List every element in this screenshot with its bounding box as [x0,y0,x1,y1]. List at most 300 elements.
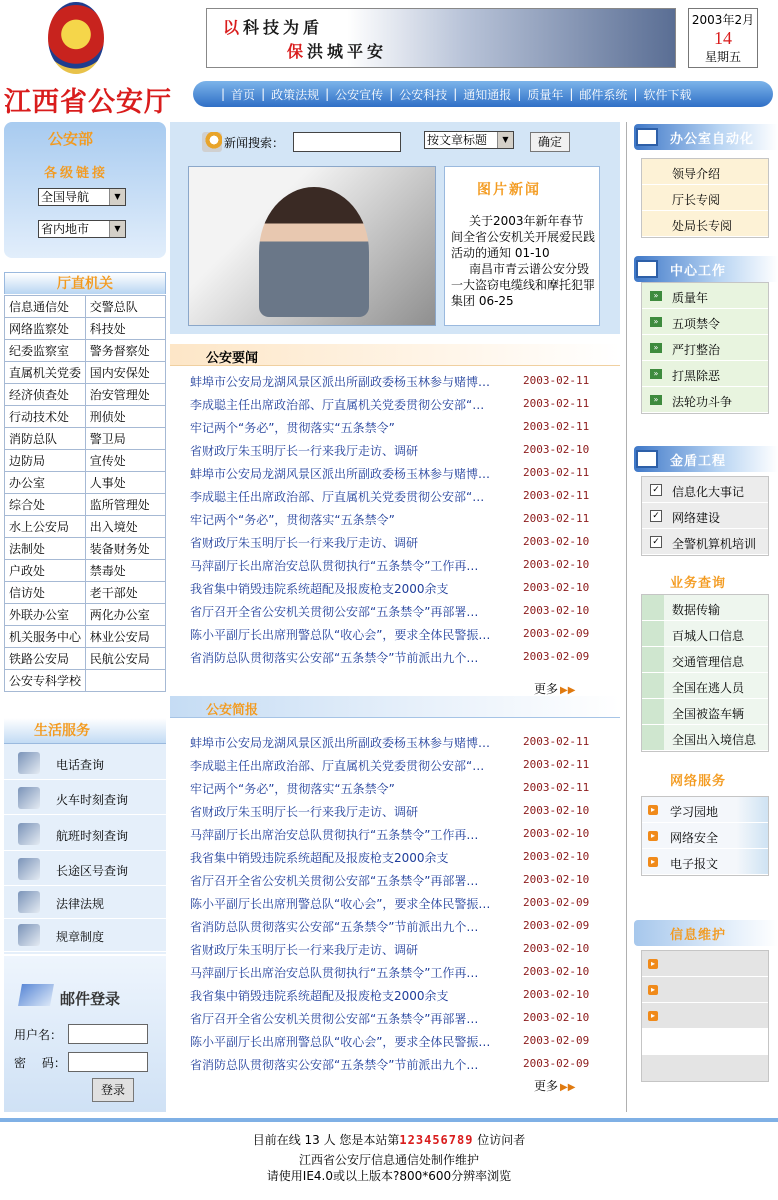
business-item-population[interactable] [642,621,768,647]
arrow-icon: ▸ [648,831,658,841]
more-label: 更多 [534,1079,559,1093]
life-item-train[interactable] [4,781,166,815]
arrow-icon: » [650,369,662,379]
news-title-link[interactable]: 我省集中销毁违院系统超配及报废枪支2000余支 [190,851,449,865]
center-item-flg[interactable] [642,387,768,413]
news-row [190,914,600,937]
department-link[interactable]: 机关服务中心 [5,626,86,648]
news-row [190,730,600,753]
date-box [688,8,758,68]
news-row [190,438,600,461]
department-link[interactable]: 林业公安局 [85,626,165,648]
police-news-title: 公安要闻 [206,351,259,366]
department-link[interactable]: 水上公安局 [5,516,86,538]
business-item-label: 数据传输 [672,603,721,617]
nav-download[interactable]: 软件下载 [643,87,692,102]
department-row [5,362,166,384]
business-item-label: 交通管理信息 [672,655,745,669]
news-date: 2003-02-11 [523,758,590,771]
life-item-label: 法律法规 [56,897,105,911]
department-row [5,604,166,626]
golden-item-label: 信息化大事记 [672,485,745,499]
site-title: 江西省公安厅 [4,87,172,117]
national-nav-value: 全国导航 [41,190,90,204]
life-service-panel [4,718,166,954]
news-date: 2003-02-10 [523,443,590,456]
life-item-flight[interactable] [4,817,166,851]
department-link[interactable]: 公安专科学校 [5,670,86,692]
department-link[interactable]: 治安管理处 [85,384,165,406]
news-row [190,507,600,530]
search-confirm-button[interactable]: 确定 [530,132,570,152]
office-automation-header [634,124,778,150]
photo-news-item[interactable]: 关于2003年新年春节间全省公安机关开展爱民践活动的通知 01-10 [451,214,596,260]
news-title-link[interactable]: 省厅召开全省公安机关贯彻公安部“五条禁令”再部署… [190,874,479,888]
photo-person [259,187,369,317]
police-brief-list [190,730,600,1075]
train-icon [18,787,40,809]
office-automation-box [641,158,769,238]
office-item-leaders[interactable] [642,159,768,185]
news-row [190,960,600,983]
office-item-label: 领导介绍 [672,167,721,181]
department-link[interactable]: 信访处 [5,582,86,604]
ministry-title[interactable]: 公安部 [48,130,94,148]
life-service-title: 生活服务 [4,718,166,744]
department-link[interactable]: 警卫局 [85,428,165,450]
news-date: 2003-02-10 [523,873,590,886]
news-row [190,1052,600,1075]
login-button[interactable]: 登录 [92,1078,134,1102]
nav-quality[interactable]: 质量年 [527,87,564,102]
news-row [190,776,600,799]
department-link[interactable]: 直属机关党委 [5,362,86,384]
news-date: 2003-02-10 [523,942,590,955]
center-work-header [634,256,778,282]
date-day: 14 [714,28,732,48]
life-item-label: 规章制度 [56,930,105,944]
network-item-security[interactable] [642,823,768,849]
news-title-link[interactable]: 李成聪主任出席政治部、厅直属机关党委贯彻公安部“… [190,398,485,412]
departments-table [4,295,166,692]
username-label: 用户名： [14,1028,63,1042]
department-link[interactable]: 宣传处 [85,450,165,472]
department-link[interactable]: 网络监察处 [5,318,86,340]
news-date: 2003-02-09 [523,896,590,909]
news-date: 2003-02-11 [523,466,590,479]
column-divider [626,122,627,1112]
links-title: 各级链接 [44,166,109,181]
banner-text-c: 保 [287,42,308,61]
arrow-icon: » [650,291,662,301]
office-automation-title: 办公室自动化 [670,132,755,147]
business-query-box [641,594,769,752]
news-date: 2003-02-10 [523,827,590,840]
news-title-link[interactable]: 省消防总队贯彻落实公安部“五条禁令”节前派出九个… [190,651,479,665]
news-title-link[interactable]: 牢记两个“务必”，贯彻落实“五条禁令” [190,513,395,527]
plane-icon [18,823,40,845]
center-item-label: 打黑除恶 [672,369,721,383]
center-work-box [641,282,769,414]
department-row [5,648,166,670]
window-icon [636,128,658,146]
center-item-label: 法轮功斗争 [672,395,733,409]
news-title-link[interactable]: 省消防总队贯彻落实公安部“五条禁令”节前派出九个… [190,920,479,934]
footer [0,1132,778,1184]
news-row [190,983,600,1006]
department-row [5,538,166,560]
network-item-label: 学习园地 [670,805,719,819]
network-item-label: 网络安全 [670,831,719,845]
news-title-link[interactable]: 李成聪主任出席政治部、厅直属机关党委贯彻公安部“… [190,759,485,773]
business-item-immigration[interactable] [642,725,768,751]
info-maintenance-box [641,950,769,1082]
center-item-bans[interactable] [642,309,768,335]
username-input[interactable] [68,1024,148,1044]
news-row [190,484,600,507]
department-row [5,494,166,516]
info-maintenance-title: 信息维护 [670,928,727,943]
business-query-header [634,568,778,594]
network-service-box [641,796,769,876]
news-title-link[interactable]: 陈小平副厅长出席刑警总队“收心会”，要求全体民警振… [190,1035,491,1049]
golden-item-training[interactable] [642,529,768,555]
golden-shield-title: 金盾工程 [670,454,727,469]
news-row [190,937,600,960]
info-item[interactable] [642,1003,768,1029]
news-row [190,753,600,776]
center-item-quality[interactable] [642,283,768,309]
news-title-link[interactable]: 省厅召开全省公安机关贯彻公安部“五条禁令”再部署… [190,605,479,619]
more-label: 更多 [534,682,559,696]
golden-item-label: 网络建设 [672,511,721,525]
life-item-label: 长途区号查询 [56,864,129,878]
news2-more-link[interactable] [534,1077,575,1094]
news1-more-link[interactable] [534,680,575,697]
news-title-link[interactable]: 省消防总队贯彻落实公安部“五条禁令”节前派出九个… [190,1058,479,1072]
news-title-link[interactable]: 我省集中销毁违院系统超配及报废枪支2000余支 [190,989,449,1003]
department-row [5,516,166,538]
police-brief-header [170,696,620,718]
department-link[interactable]: 铁路公安局 [5,648,86,670]
mail-icon [18,984,54,1006]
search-type-select[interactable] [424,131,514,149]
news-title-link[interactable]: 牢记两个“务必”，贯彻落实“五条禁令” [190,782,395,796]
department-link[interactable]: 禁毒处 [85,560,165,582]
news-title-link[interactable]: 省厅召开全省公安机关贯彻公安部“五条禁令”再部署… [190,1012,479,1026]
center-item-gangs[interactable] [642,361,768,387]
center-item-label: 严打整治 [672,343,721,357]
phone-icon [18,752,40,774]
department-link[interactable]: 边防局 [5,450,86,472]
photo-news-item[interactable]: 南昌市青云谱公安分毁一大盗窃电缆线和摩托犯罪集团 06-25 [451,262,596,308]
news-title-link[interactable]: 牢记两个“务必”，贯彻落实“五条禁令” [190,421,395,435]
dropdown-arrow-icon: ▼ [109,189,125,205]
business-item-data[interactable] [642,595,768,621]
news-row [190,891,600,914]
police-brief-title: 公安简报 [206,703,259,718]
arrow-icon: » [650,343,662,353]
news-title-link[interactable]: 陈小平副厅长出席刑警总队“收心会”，要求全体民警振… [190,628,491,642]
department-link[interactable]: 户政处 [5,560,86,582]
golden-shield-box [641,476,769,556]
department-link[interactable]: 法制处 [5,538,86,560]
news-row [190,1006,600,1029]
department-link[interactable]: 民航公安局 [85,648,165,670]
golden-item-network[interactable] [642,503,768,529]
police-news-header [170,344,620,366]
department-link[interactable]: 综合处 [5,494,86,516]
news-title-link[interactable]: 陈小平副厅长出席刑警总队“收心会”，要求全体民警振… [190,897,491,911]
news-date: 2003-02-09 [523,1057,590,1070]
department-link[interactable]: 监所管理处 [85,494,165,516]
department-link[interactable]: 信息通信处 [5,296,86,318]
center-work-title: 中心工作 [670,264,727,279]
network-item-label: 电子报文 [670,857,719,871]
department-row [5,384,166,406]
life-item-rules[interactable] [4,918,166,952]
life-item-label: 电话查询 [56,758,105,772]
news-title-link[interactable]: 马萍副厅长出席治安总队贯彻执行“五条禁令”工作再… [190,966,479,980]
news-date: 2003-02-09 [523,919,590,932]
news-date: 2003-02-11 [523,512,590,525]
news-title-link[interactable]: 蚌埠市公安局龙湖风景区派出所副政委杨玉林参与赌博… [190,375,491,389]
police-news-list [190,369,600,668]
department-row [5,406,166,428]
news-title-link[interactable]: 马萍副厅长出席治安总队贯彻执行“五条禁令”工作再… [190,559,479,573]
nav-policy[interactable]: 政策法规 [271,87,320,102]
footer-browser-note: 请使用IE4.0或以上版本?800*600分辨率浏览 [266,1169,512,1183]
double-arrow-icon: ▶▶ [560,1082,576,1093]
news-date: 2003-02-10 [523,804,590,817]
network-item-study[interactable] [642,797,768,823]
department-row [5,428,166,450]
main-nav: | 首页 | 政策法规 | 公安宣传 | 公安科技 | 通知通报 | 质量年 | 邮件系统 | 软件下载 [193,81,773,107]
banner-text-a: 以 [223,18,244,37]
checkbox-icon: ✓ [650,484,662,496]
news-title-link[interactable]: 省财政厅朱玉明厅长一行来我厅走访、调研 [190,805,419,819]
department-link[interactable]: 刑侦处 [85,406,165,428]
book-icon [18,891,40,913]
footer-maintainer: 江西省公安厅信息通信处制作维护 [298,1153,479,1167]
news-row [190,822,600,845]
nav-home[interactable]: 首页 [231,87,256,102]
news-row [190,1029,600,1052]
office-item-label: 处局长专阅 [672,219,733,233]
news-title-link[interactable]: 蚌埠市公安局龙湖风景区派出所副政委杨玉林参与赌博… [190,467,491,481]
news-date: 2003-02-10 [523,988,590,1001]
news-date: 2003-02-10 [523,850,590,863]
department-link[interactable]: 装备财务处 [85,538,165,560]
center-top-panel [170,122,620,334]
office-item-director[interactable] [642,185,768,211]
department-link [85,670,165,692]
news-row [190,622,600,645]
news-date: 2003-02-10 [523,1011,590,1024]
business-item-label: 全国出入境信息 [672,733,757,747]
news-title-link[interactable]: 李成聪主任出席政治部、厅直属机关党委贯彻公安部“… [190,490,485,504]
department-row [5,582,166,604]
info-maintenance-header [634,920,778,946]
news-date: 2003-02-11 [523,420,590,433]
department-link[interactable]: 老干部处 [85,582,165,604]
visitor-counter: 123456789 [399,1133,474,1147]
arrow-icon: ▸ [648,857,658,867]
department-row [5,626,166,648]
department-link[interactable]: 经济侦查处 [5,384,86,406]
department-link[interactable]: 行动技术处 [5,406,86,428]
news-date: 2003-02-11 [523,397,590,410]
department-link[interactable]: 国内安保处 [85,362,165,384]
document-icon [18,924,40,946]
news-title-link[interactable]: 蚌埠市公安局龙湖风景区派出所副政委杨玉林参与赌博… [190,736,491,750]
news-date: 2003-02-09 [523,627,590,640]
window-icon [636,450,658,468]
department-row [5,340,166,362]
department-link[interactable]: 纪委监察室 [5,340,86,362]
golden-shield-header [634,446,778,472]
news-photo[interactable] [188,166,436,326]
department-row [5,296,166,318]
news-date: 2003-02-09 [523,1034,590,1047]
business-item-fugitives[interactable] [642,673,768,699]
online-count-text: 目前在线 13 人 您是本站第 [252,1133,400,1147]
nav-mail[interactable]: 邮件系统 [579,87,628,102]
photo-news-title: 图片新闻 [477,182,541,198]
window-icon [636,260,658,278]
news-title-link[interactable]: 我省集中销毁违院系统超配及报废枪支2000余支 [190,582,449,596]
news-date: 2003-02-11 [523,489,590,502]
network-item-telegram[interactable] [642,849,768,875]
network-service-header [634,766,778,792]
department-link[interactable]: 人事处 [85,472,165,494]
date-weekday: 星期五 [704,50,741,64]
business-item-label: 全国被盗车辆 [672,707,745,721]
footer-divider [0,1118,778,1122]
news-date: 2003-02-11 [523,374,590,387]
banner-text-b: 科技为盾 [243,18,324,37]
department-link[interactable]: 两化办公室 [85,604,165,626]
department-link[interactable]: 交警总队 [85,296,165,318]
department-row [5,450,166,472]
nav-publicity[interactable]: 公安宣传 [335,87,384,102]
date-year-month: 2003年2月 [691,13,755,27]
network-service-title: 网络服务 [670,774,727,789]
life-item-areacode[interactable] [4,852,166,886]
search-icon [202,132,222,152]
nav-tech[interactable]: 公安科技 [399,87,448,102]
office-item-division[interactable] [642,211,768,237]
department-link[interactable]: 出入境处 [85,516,165,538]
golden-item-events[interactable] [642,477,768,503]
news-row [190,530,600,553]
news-row [190,799,600,822]
nav-notice[interactable]: 通知通报 [463,87,512,102]
police-emblem-logo [48,2,104,74]
province-city-select[interactable] [38,220,126,238]
areacode-icon [18,858,40,880]
dropdown-arrow-icon: ▼ [497,132,513,148]
office-item-label: 厅长专阅 [672,193,721,207]
department-row [5,560,166,582]
national-nav-select[interactable] [38,188,126,206]
banner-text-d: 洪城平安 [307,42,388,61]
department-row [5,318,166,340]
visitor-text: 位访问者 [477,1133,526,1147]
province-city-value: 省内地市 [41,222,90,236]
news-title-link[interactable]: 省财政厅朱玉明厅长一行来我厅走访、调研 [190,943,419,957]
department-link[interactable]: 警务督察处 [85,340,165,362]
news-row [190,415,600,438]
business-item-label: 全国在逃人员 [672,681,745,695]
double-arrow-icon: ▶▶ [560,685,576,696]
news-date: 2003-02-10 [523,581,590,594]
department-link[interactable]: 消防总队 [5,428,86,450]
center-item-crackdown[interactable] [642,335,768,361]
mail-login-title: 邮件登录 [60,990,121,1008]
news-row [190,645,600,668]
news-search-label: 新闻搜索： [224,136,285,150]
news-date: 2003-02-10 [523,965,590,978]
news-row [190,553,600,576]
info-item[interactable] [642,951,768,977]
arrow-icon: ▸ [648,959,658,969]
password-input[interactable] [68,1052,148,1072]
news-title-link[interactable]: 省财政厅朱玉明厅长一行来我厅走访、调研 [190,444,419,458]
life-item-law[interactable] [4,885,166,919]
life-item-phone[interactable] [4,746,166,780]
info-item-empty [642,1029,768,1055]
news-title-link[interactable]: 马萍副厅长出席治安总队贯彻执行“五条禁令”工作再… [190,828,479,842]
news-date: 2003-02-10 [523,535,590,548]
news-row [190,576,600,599]
info-item[interactable] [642,977,768,1003]
business-query-title: 业务查询 [670,576,727,591]
arrow-icon: » [650,395,662,405]
golden-item-label: 全警机算机培训 [672,537,757,551]
checkbox-icon: ✓ [650,510,662,522]
departments-title: 厅直机关 [4,272,166,294]
news-date: 2003-02-11 [523,781,590,794]
news-row [190,392,600,415]
department-row [5,670,166,692]
center-item-label: 质量年 [672,291,709,305]
checkbox-icon: ✓ [650,536,662,548]
news-search-input[interactable] [293,132,401,152]
search-type-value: 按文章标题 [427,133,488,147]
department-link[interactable]: 外联办公室 [5,604,86,626]
news-date: 2003-02-10 [523,558,590,571]
business-item-stolen-cars[interactable] [642,699,768,725]
news-date: 2003-02-11 [523,735,590,748]
news-row [190,461,600,484]
life-item-label: 火车时刻查询 [56,793,129,807]
arrow-icon: ▸ [648,1011,658,1021]
business-item-label: 百城人口信息 [672,629,745,643]
department-link[interactable]: 办公室 [5,472,86,494]
news-row [190,868,600,891]
news-title-link[interactable]: 省财政厅朱玉明厅长一行来我厅走访、调研 [190,536,419,550]
mail-login-panel [4,956,166,1112]
arrow-icon: ▸ [648,985,658,995]
department-link[interactable]: 科技处 [85,318,165,340]
arrow-icon: ▸ [648,805,658,815]
business-item-traffic[interactable] [642,647,768,673]
news-row [190,845,600,868]
life-item-label: 航班时刻查询 [56,829,129,843]
news-date: 2003-02-10 [523,604,590,617]
news-row [190,369,600,392]
